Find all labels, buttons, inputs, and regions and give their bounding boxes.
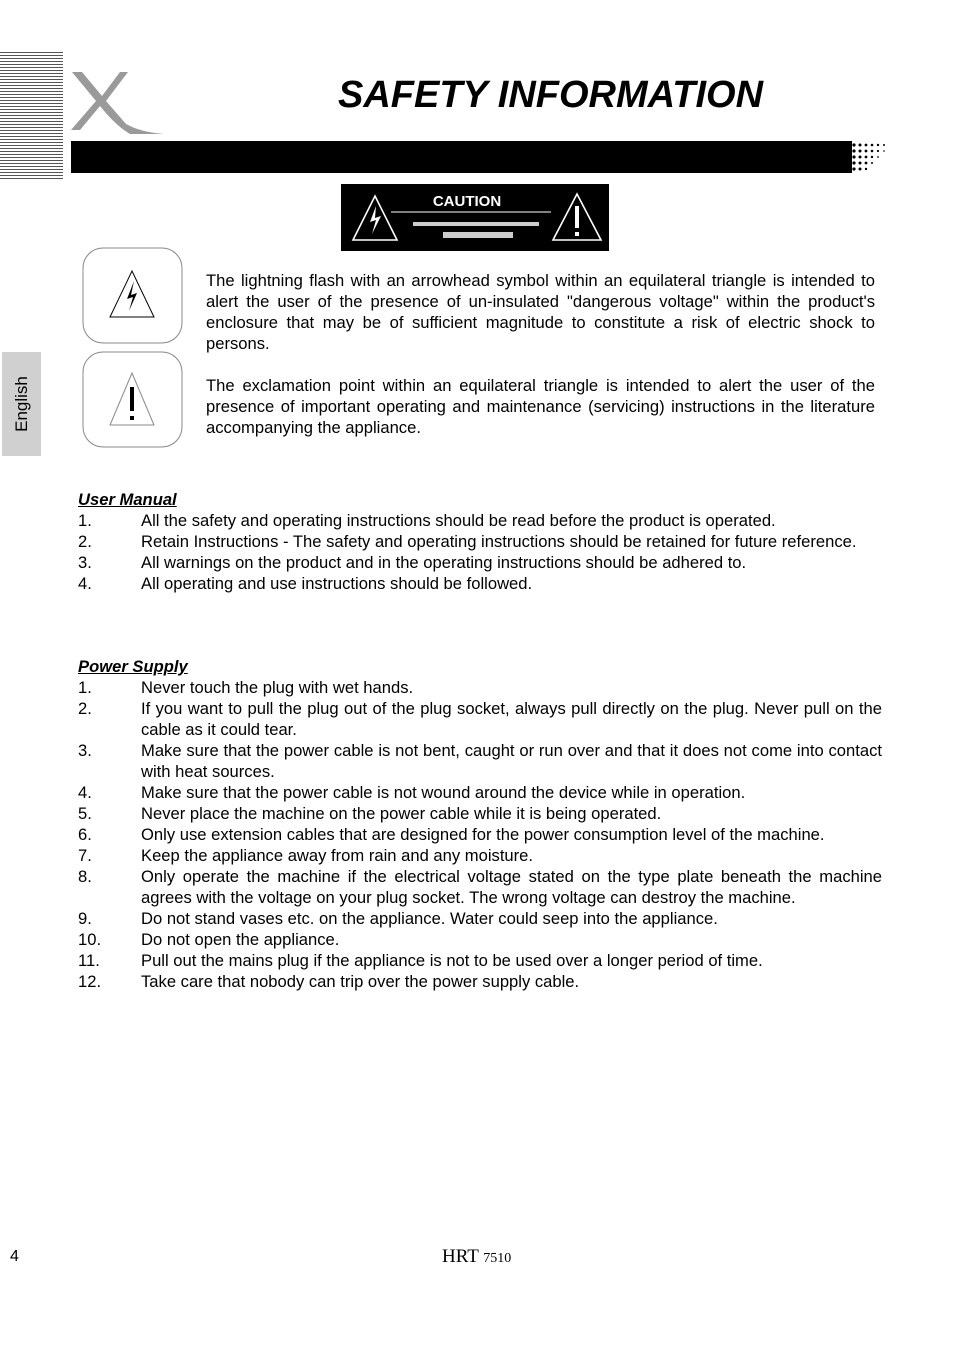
list-item [78,552,882,573]
list-item-text: Take care that nobody can trip over the power supply cable. [141,972,580,991]
list-item-text: Never place the machine on the power cable while it is being operated. [141,804,662,823]
model-number: 7510 [483,1251,512,1266]
list-item-text: Only use extension cables that are designed for the power consumption level of the machine. [141,825,825,844]
list-item-text: All operating and use instructions should be followed. [141,574,533,593]
model-name-text: HRT [442,1246,479,1267]
list-item-number: 8. [78,867,92,886]
power-supply-heading: Power Supply [78,657,188,676]
list-item-text: Pull out the mains plug if the appliance is not to be used over a longer period of time. [141,951,763,970]
list-item-number: 1. [78,678,92,697]
list-item-number: 2. [78,699,92,718]
caution-label [341,184,609,251]
list-item-text: Only operate the machine if the electrical voltage stated on the type plate beneath the machine agrees with the voltage on your plug socket. The wrong voltage can destroy the machine. [141,867,882,907]
list-item [78,803,882,824]
list-item-text: Do not stand vases etc. on the appliance. Water could seep into the appliance. [141,909,718,928]
list-item-number: 3. [78,741,92,760]
power-supply-list [78,677,882,992]
exclamation-warning-icon [82,351,183,448]
list-item [78,782,882,803]
language-tab-label: English [11,376,31,432]
list-item [78,866,882,908]
brand-logo-icon [68,68,168,138]
list-item-number: 10. [78,930,102,949]
list-item [78,573,882,594]
user-manual-section [78,489,882,594]
list-item-number: 3. [78,553,92,572]
list-item [78,824,882,845]
list-item-number: 9. [78,909,92,928]
user-manual-heading: User Manual [78,490,177,509]
power-supply-section [78,656,882,992]
lightning-warning-icon [82,247,183,344]
list-item-number: 11. [78,951,100,970]
list-item [78,845,882,866]
list-item-text: All warnings on the product and in the operating instructions should be adhered to. [141,553,747,572]
title-bar [71,141,852,173]
title-bar-dots-decoration [850,141,890,173]
page-title: SAFETY INFORMATION [338,74,764,116]
header-stripes-decoration [0,52,63,180]
list-item-number: 12. [78,972,102,991]
list-item-number: 4. [78,783,92,802]
list-item-text: All the safety and operating instructions should be read before the product is operated. [141,511,776,530]
list-item-number: 4. [78,574,92,593]
list-item-number: 7. [78,846,92,865]
list-item [78,531,882,552]
language-tab [2,352,41,456]
list-item-number: 6. [78,825,92,844]
list-item [78,510,882,531]
list-item-text: Retain Instructions - The safety and operating instructions should be retained for future reference. [141,532,857,551]
list-item-number: 5. [78,804,92,823]
lightning-description: The lightning flash with an arrowhead symbol within an equilateral triangle is intended to alert the user of the presence of un-insulated "dangerous voltage" within the product's enclosure that may be of sufficient magnitude to constitute a risk of electric shock to persons. [206,271,875,353]
list-item [78,929,882,950]
list-item-text: If you want to pull the plug out of the plug socket, always pull directly on the plug. Never pull on the cable as it could tear. [141,699,882,739]
list-item-text: Do not open the appliance. [141,930,340,949]
page-number: 4 [10,1248,19,1265]
caution-label-text: CAUTION [432,193,502,210]
list-item-number: 1. [78,511,92,530]
list-item-text: Keep the appliance away from rain and any moisture. [141,846,534,865]
list-item [78,950,882,971]
user-manual-list [78,510,882,594]
list-item-text: Never touch the plug with wet hands. [141,678,414,697]
list-item [78,908,882,929]
list-item [78,971,882,992]
list-item [78,677,882,698]
list-item [78,740,882,782]
list-item-text: Make sure that the power cable is not wound around the device while in operation. [141,783,746,802]
exclamation-description: The exclamation point within an equilateral triangle is intended to alert the user of the presence of important operating and maintenance (servicing) instructions in the literature accompanying the appliance. [206,376,875,437]
model-name [442,1246,511,1268]
list-item-number: 2. [78,532,92,551]
list-item [78,698,882,740]
list-item-text: Make sure that the power cable is not bent, caught or run over and that it does not come into contact with heat sources. [141,741,882,781]
